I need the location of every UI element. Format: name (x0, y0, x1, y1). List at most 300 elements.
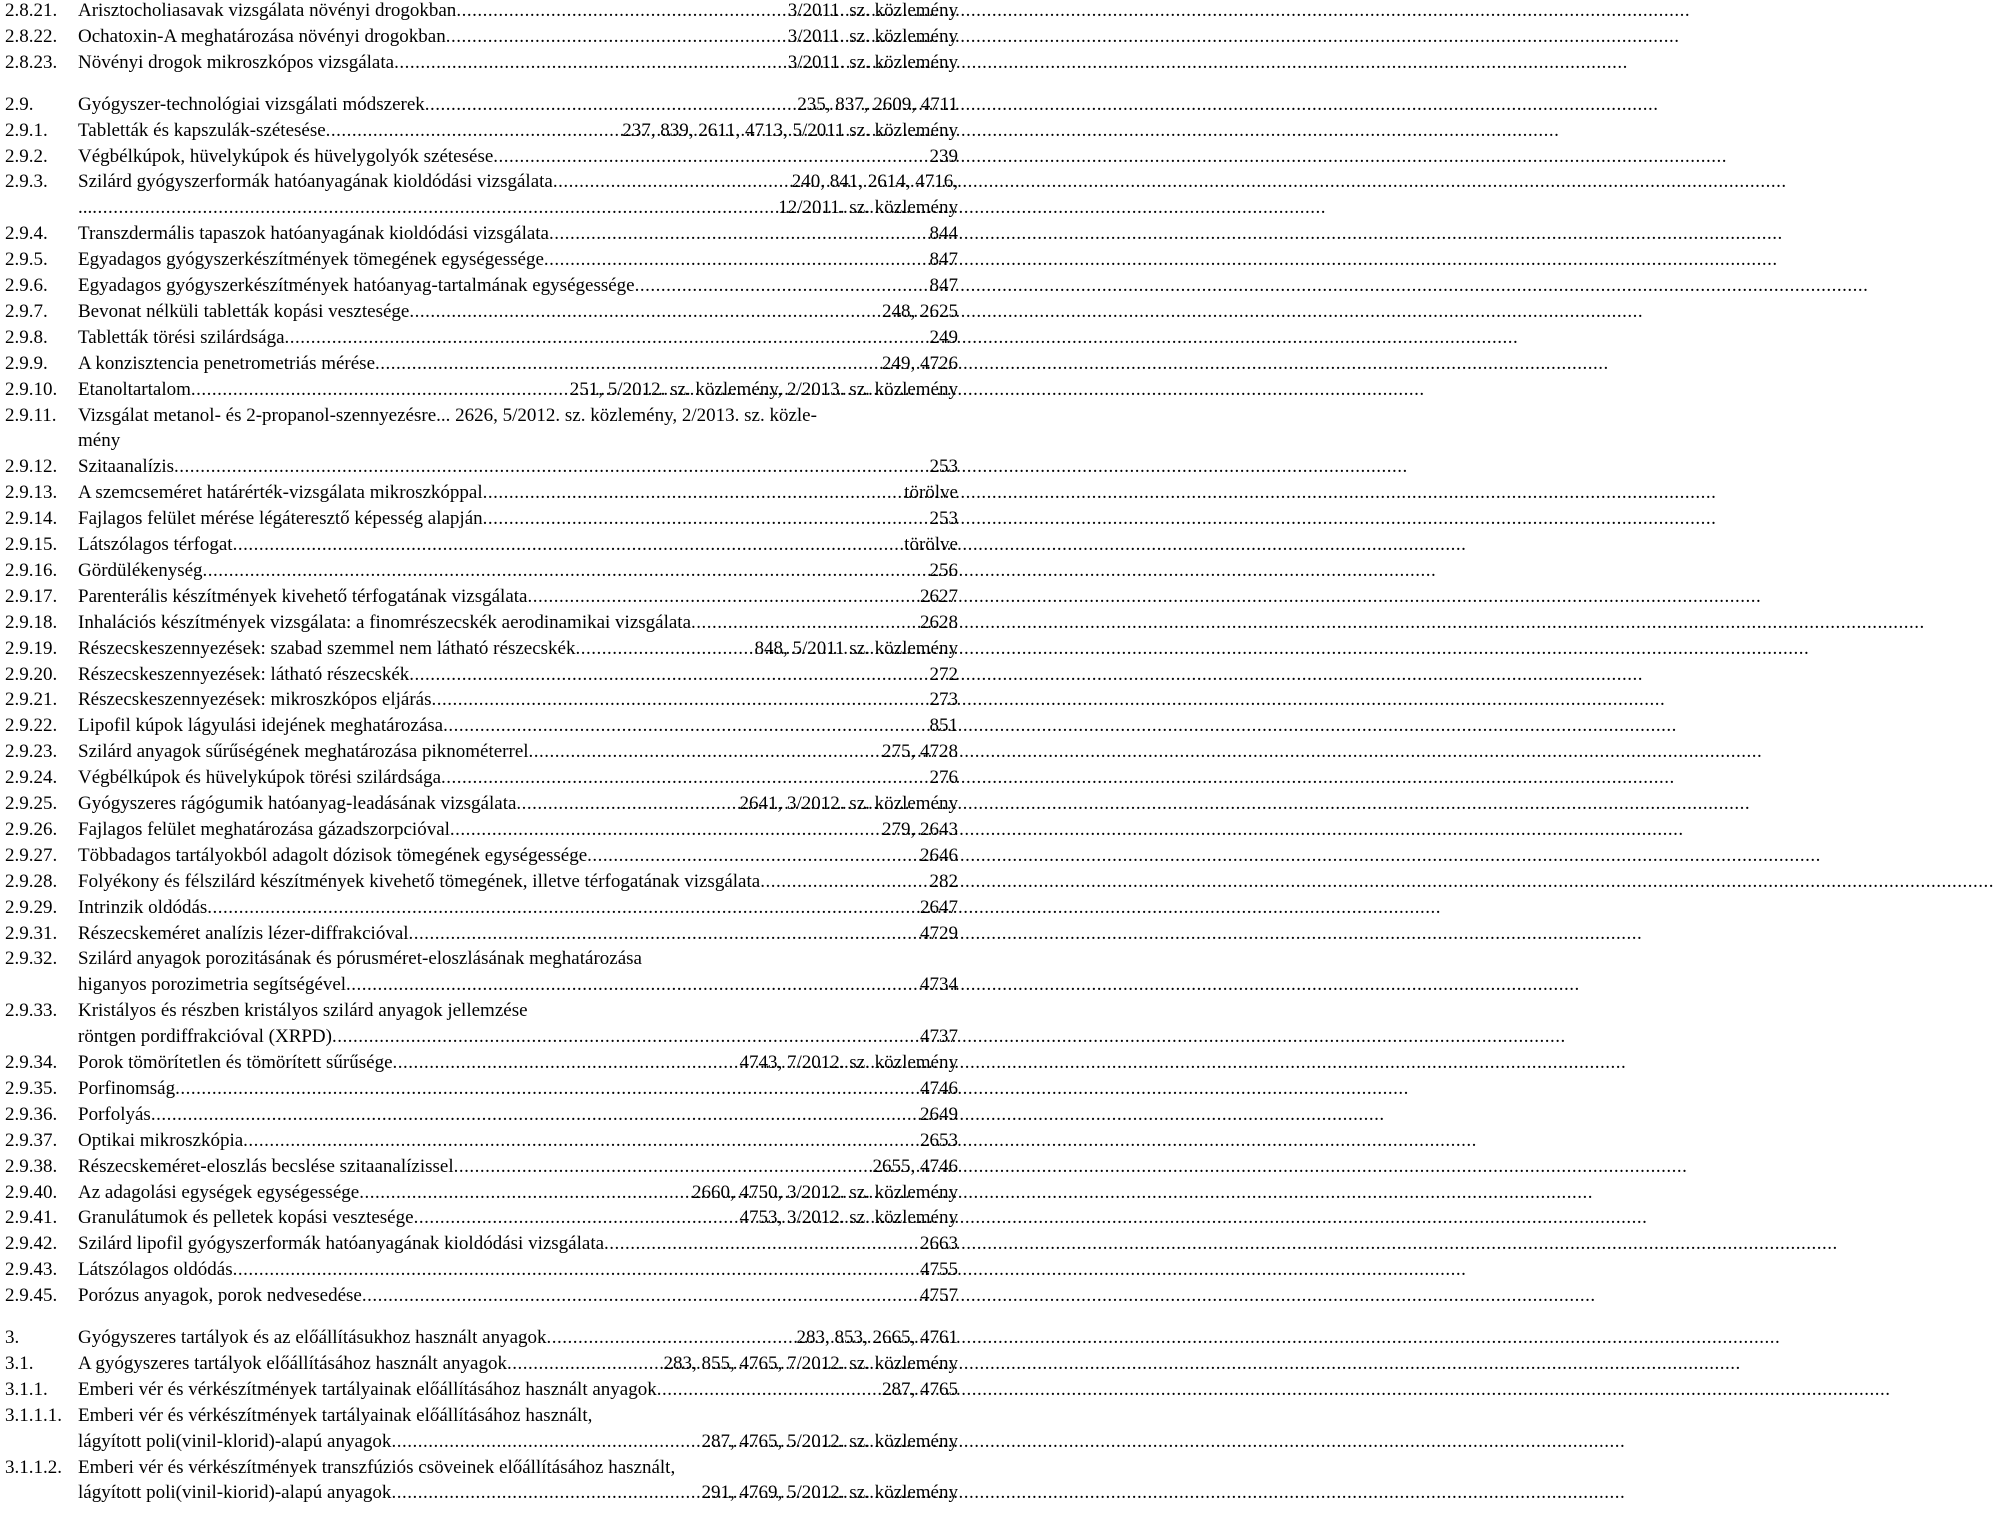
toc-entry (0, 662, 960, 688)
toc-entry (0, 325, 960, 351)
entry-line (78, 92, 958, 117)
entry-number: 2.9.33. (5, 1000, 58, 1022)
entry-number: 2.9.7. (5, 300, 48, 322)
toc-entry (0, 273, 960, 299)
entry-line (78, 1325, 958, 1350)
entry-line (78, 1076, 958, 1101)
toc-entry (0, 1325, 960, 1351)
toc-entry (0, 998, 960, 1050)
entry-line (78, 0, 958, 23)
entry-title: Emberi vér és vérkészítmények tartályainak előállításához használt, (78, 1404, 593, 1426)
page-reference: 273 (929, 689, 958, 711)
entry-number: 2.8.22. (5, 25, 58, 47)
dot-leader (425, 92, 797, 117)
entry-number: 3.1.1. (5, 1378, 48, 1400)
entry-title: Végbélkúpok, hüvelykúpok és hüvelygolyók szétesése (78, 145, 494, 167)
entry-line (78, 584, 958, 609)
entry-number: 2.9.21. (5, 689, 58, 711)
dot-leader (443, 713, 929, 738)
toc-entry (0, 869, 960, 895)
toc-entry (0, 687, 960, 713)
entry-line (78, 144, 958, 169)
toc-entry (0, 0, 960, 24)
entry-title: Parenterális készítmények kivehető térfogatának vizsgálata (78, 585, 528, 607)
entry-number: 2.9.8. (5, 326, 48, 348)
page-reference: 851 (929, 715, 958, 737)
dot-leader (409, 921, 920, 946)
page-reference: 287, 4765, 5/2012. sz. közlemény (701, 1430, 958, 1452)
dot-leader (516, 791, 739, 816)
entry-line (78, 1231, 958, 1256)
toc-entry (0, 247, 960, 273)
page-reference: 4743, 7/2012. sz. közlemény (739, 1052, 958, 1073)
dot-leader (362, 1283, 920, 1308)
page-reference: 12/2011. sz. közlemény (778, 197, 958, 219)
page-reference: 256 (929, 559, 958, 581)
dot-leader (409, 662, 929, 687)
entry-number: 3.1. (5, 1352, 34, 1374)
entry-number: 2.9.29. (5, 896, 58, 918)
page-reference: 2641, 3/2012. sz. közlemény (739, 793, 958, 814)
page-reference: 3/2011. sz. közlemény (787, 25, 958, 47)
page-reference: 253 (929, 456, 958, 478)
entry-title: Porfolyás (78, 1103, 151, 1125)
toc-entry (0, 221, 960, 247)
entry-line (78, 506, 958, 531)
entry-line (78, 1024, 958, 1049)
entry-title: Etanoltartalom (78, 378, 191, 400)
page-reference: 848, 5/2011 sz. közlemény (754, 637, 958, 659)
page-reference: 240, 841, 2614, 4716, (791, 171, 958, 193)
dot-leader (657, 1377, 882, 1402)
page-reference: 279, 2643 (882, 818, 958, 840)
entry-title: Lipofil kúpok lágyulási idejének meghatározása (78, 715, 444, 737)
entry-title: A konzisztencia penetrometriás mérése (78, 352, 376, 374)
toc-entry (0, 377, 960, 403)
entry-line (78, 299, 958, 324)
dot-leader (527, 584, 920, 609)
dot-leader (233, 1257, 920, 1282)
entry-number: 2.9.20. (5, 663, 58, 685)
dot-leader (174, 454, 929, 479)
entry-title: Részecskeszennyezések: szabad szemmel nem látható részecskék (78, 637, 576, 659)
entry-line (78, 817, 958, 842)
entry-number: 2.9.17. (5, 585, 58, 607)
dot-leader (431, 687, 929, 712)
toc-entry (0, 1257, 960, 1283)
page-reference: 235, 837, 2609, 4711 (797, 93, 958, 115)
entry-title: röntgen pordiffrakcióval (XRPD) (78, 1026, 332, 1048)
entry-number: 2.9.35. (5, 1077, 58, 1099)
page-reference: 291, 4769, 5/2012. sz. közlemény (701, 1482, 958, 1504)
entry-number: 2.9.10. (5, 378, 58, 400)
toc-entry (0, 403, 960, 455)
toc-entry (0, 739, 960, 765)
page-reference: 4737 (920, 1026, 958, 1048)
entry-number: 2.9.15. (5, 534, 58, 555)
entry-title: Gyógyszeres tartályok és az előállításukhoz használt anyagok (78, 1327, 547, 1348)
toc-entry (0, 1377, 960, 1403)
dot-leader (391, 1480, 701, 1505)
dot-leader (175, 1076, 920, 1101)
dot-leader (243, 1128, 920, 1153)
entry-number: 2.9.25. (5, 793, 58, 814)
entry-title: Tabletták és kapszulák-szétesése (78, 119, 326, 141)
toc-entry (0, 1283, 960, 1309)
toc-entry (0, 1455, 960, 1507)
page-reference: 253 (929, 508, 958, 530)
toc-entry (0, 1231, 960, 1257)
entry-title: ... (78, 197, 93, 219)
entry-number: 2.9.5. (5, 249, 48, 271)
entry-title: Folyékony és félszilárd készítmények kivehető tömegének, illetve térfogatának vizsgálata (78, 870, 761, 892)
entry-title: Ochatoxin-A meghatározása növényi drogokban (78, 25, 446, 47)
entry-number: 2.9.14. (5, 508, 58, 530)
dot-leader (529, 739, 882, 764)
entry-title: Granulátumok és pelletek kopási vesztesége (78, 1207, 414, 1229)
dot-leader (456, 0, 787, 23)
entry-line (78, 791, 958, 816)
dot-leader (393, 1050, 740, 1075)
entry-title: Kristályos és részben kristályos szilárd anyagok jellemzése (78, 1000, 528, 1022)
dot-leader (409, 299, 882, 324)
toc-entry (0, 50, 960, 76)
entry-line (78, 1154, 958, 1179)
page-reference: 4746 (920, 1077, 958, 1099)
entry-number: 2.9.18. (5, 611, 58, 633)
page-reference: 276 (929, 767, 958, 789)
page-reference: 3/2011. sz. közlemény (787, 51, 958, 73)
toc-entry (0, 610, 960, 636)
entry-title: Részecskeszennyezések: mikroszkópos eljárás (78, 689, 432, 711)
entry-number: 2.9.6. (5, 275, 48, 296)
entry-title: Vizsgálat metanol- és 2-propanol-szennyezésre... 2626, 5/2012. sz. közlemény, 2/2013. sz. közle- (78, 404, 817, 426)
dot-leader (549, 221, 930, 246)
entry-line (78, 118, 958, 143)
page-reference: 283, 853, 2665, 4761 (796, 1327, 958, 1348)
page-reference: 249, 4726 (882, 352, 958, 374)
toc-entry (0, 169, 960, 221)
toc-entry (0, 1205, 960, 1231)
entry-line (78, 765, 958, 790)
entry-line (78, 843, 958, 868)
page-reference: 282 (929, 870, 958, 892)
entry-title: Látszólagos térfogat (78, 534, 233, 555)
entry-number: 2.9.13. (5, 482, 58, 504)
entry-title: Arisztocholiasavak vizsgálata növényi drogokban (78, 0, 457, 21)
page-reference: 2653 (920, 1129, 958, 1151)
page-reference: 248, 2625 (882, 300, 958, 322)
entry-line (78, 377, 958, 402)
entry-number: 2.8.23. (5, 51, 58, 73)
entry-number: 2.8.21. (5, 0, 58, 21)
page-reference: 4734 (920, 974, 958, 996)
page-reference: 272 (929, 663, 958, 685)
page-reference: törölve (904, 482, 958, 504)
entry-title: Tabletták törési szilárdsága (78, 326, 285, 348)
toc-entry (0, 636, 960, 662)
entry-line (78, 454, 958, 479)
entry-title: Látszólagos oldódás (78, 1259, 233, 1281)
entry-line (78, 1377, 958, 1402)
entry-number: 2.9.37. (5, 1129, 58, 1151)
entry-line (78, 558, 958, 583)
entry-number: 2.9.19. (5, 637, 58, 659)
dot-leader (441, 765, 929, 790)
dot-leader (575, 636, 754, 661)
entry-line (78, 1102, 958, 1127)
entry-title: lágyított poli(vinil-kiorid)-alapú anyagok (78, 1482, 392, 1504)
entry-title: Részecskeszennyezések: látható részecskék (78, 663, 410, 685)
dot-leader (207, 895, 920, 920)
entry-number: 2.9.11. (5, 404, 57, 426)
dot-leader (359, 1180, 692, 1205)
dot-leader (604, 1231, 920, 1256)
entry-title: A szemcseméret határérték-vizsgálata mikroszkóppal (78, 482, 483, 504)
dot-leader (326, 118, 623, 143)
dot-leader (483, 506, 930, 531)
entry-line (78, 921, 958, 946)
page-reference: 2663 (920, 1233, 958, 1255)
entry-title: Egyadagos gyógyszerkészítmények tömegének egységessége (78, 249, 544, 271)
entry-number: 2.9.22. (5, 715, 58, 737)
toc-entry (0, 144, 960, 170)
entry-line (78, 610, 958, 635)
toc-entry (0, 24, 960, 50)
toc-entry (0, 532, 960, 558)
entry-title: Szilárd gyógyszerformák hatóanyagának kioldódási vizsgálata (78, 171, 553, 193)
entry-number: 3.1.1.2. (5, 1456, 62, 1478)
entry-number: 2.9.2. (5, 145, 48, 167)
dot-leader (346, 972, 920, 997)
entry-number: 2.9.12. (5, 456, 58, 478)
toc-entry (0, 713, 960, 739)
entry-title: Többadagos tartályokból adagolt dózisok tömegének egységessége (78, 844, 588, 866)
page-reference: 2660, 4750, 3/2012. sz. közlemény (692, 1181, 958, 1203)
entry-title: Porok tömörítetlen és tömörített sűrűsége (78, 1052, 393, 1073)
page-reference: 847 (929, 249, 958, 271)
entry-title: Porfinomság (78, 1077, 176, 1099)
toc-entry (0, 92, 960, 118)
toc-entry (0, 299, 960, 325)
page-reference: 275, 4728 (882, 741, 958, 763)
entry-line (78, 1257, 958, 1282)
entry-number: 2.9.16. (5, 559, 58, 581)
entry-title: Szilárd anyagok sűrűségének meghatározása piknométerrel (78, 741, 529, 763)
entry-number: 2.9.34. (5, 1052, 58, 1073)
dot-leader (151, 1102, 920, 1127)
entry-number: 2.9.43. (5, 1259, 58, 1281)
entry-line (78, 532, 958, 557)
entry-title: Részecskeméret analízis lézer-diffrakcióval (78, 922, 409, 944)
entry-title: Emberi vér és vérkészítmények tartályainak előállításához használt anyagok (78, 1378, 657, 1400)
toc-entry (0, 558, 960, 584)
entry-title: Gyógyszer-technológiai vizsgálati módszerek (78, 93, 425, 115)
toc-entry (0, 1154, 960, 1180)
entry-title: Bevonat nélküli tabletták kopási vesztesége (78, 300, 410, 322)
entry-number: 2.9.9. (5, 352, 48, 374)
toc-entry (0, 351, 960, 377)
entry-line (78, 1351, 958, 1376)
dot-leader (92, 195, 778, 220)
dot-leader (446, 24, 788, 49)
entry-title: Fajlagos felület meghatározása gázadszorpcióval (78, 818, 450, 840)
toc-entry (0, 817, 960, 843)
entry-line (78, 739, 958, 764)
entry-title: Intrinzik oldódás (78, 896, 208, 918)
toc-entry (0, 1076, 960, 1102)
entry-line (78, 195, 958, 220)
dot-leader (285, 325, 930, 350)
entry-number: 2.9.4. (5, 223, 48, 245)
toc-entry (0, 118, 960, 144)
dot-leader (760, 869, 929, 894)
entry-title: Az adagolási egységek egységessége (78, 1181, 360, 1203)
entry-number: 3.1.1.1. (5, 1404, 62, 1426)
entry-line (78, 687, 958, 712)
entry-line (78, 662, 958, 687)
entry-title: Inhalációs készítmények vizsgálata: a finomrészecskék aerodinamikai vizsgálata (78, 611, 692, 633)
dot-leader (691, 610, 920, 635)
page-reference: 3/2011. sz. közlemény (787, 0, 958, 21)
page-reference: 237, 839, 2611, 4713, 5/2011 sz. közlemény (622, 119, 958, 141)
entry-number: 2.9.1. (5, 119, 48, 141)
dot-leader (454, 1154, 873, 1179)
dot-leader (544, 247, 930, 272)
toc-entry (0, 765, 960, 791)
entry-line (78, 169, 958, 194)
entry-number: 2.9.38. (5, 1155, 58, 1177)
entry-line (78, 24, 958, 49)
toc-entry (0, 1128, 960, 1154)
page-reference: 239 (929, 145, 958, 167)
page-reference: törölve (904, 534, 958, 555)
entry-line (78, 713, 958, 738)
page-reference: 2647 (920, 896, 958, 918)
entry-title: mény (78, 430, 121, 452)
entry-line (78, 351, 958, 376)
entry-title: Részecskeméret-eloszlás becslése szitaanalízissel (78, 1155, 454, 1177)
dot-leader (332, 1024, 920, 1049)
entry-number: 2.9.31. (5, 922, 58, 944)
entry-number: 3. (5, 1327, 20, 1348)
dot-leader (507, 1351, 664, 1376)
page-reference: 4753, 3/2012. sz. közlemény (739, 1207, 958, 1229)
entry-line (78, 50, 958, 75)
entry-number: 2.9. (5, 93, 34, 115)
entry-line (78, 247, 958, 272)
entry-number: 2.9.3. (5, 171, 48, 193)
entry-number: 2.9.42. (5, 1233, 58, 1255)
entry-line (78, 221, 958, 246)
toc-entry (0, 895, 960, 921)
page-reference: 287, 4765 (882, 1378, 958, 1400)
entry-line (78, 636, 958, 661)
dot-leader (493, 144, 929, 169)
page-reference: 2649 (920, 1103, 958, 1125)
entry-title: Növényi drogok mikroszkópos vizsgálata (78, 51, 395, 73)
entry-line (78, 1128, 958, 1153)
entry-title: Szilárd anyagok porozitásának és pórusméret-eloszlásának meghatározása (78, 948, 642, 970)
page-reference: 4755 (920, 1259, 958, 1281)
page-reference: 4757 (920, 1285, 958, 1307)
toc-entry (0, 1050, 960, 1076)
dot-leader (191, 377, 570, 402)
entry-line (78, 1283, 958, 1308)
page-reference: 283, 855, 4765, 7/2012. sz. közlemény (663, 1352, 958, 1374)
entry-number: 2.9.32. (5, 948, 58, 970)
toc-entry (0, 584, 960, 610)
entry-title: Porózus anyagok, porok nedvesedése (78, 1285, 362, 1307)
entry-title: A gyógyszeres tartályok előállításához használt anyagok (78, 1352, 507, 1374)
entry-line (78, 1180, 958, 1205)
table-of-contents (0, 0, 960, 1533)
dot-leader (553, 169, 792, 194)
entry-title: Szilárd lipofil gyógyszerformák hatóanyagának kioldódási vizsgálata (78, 1233, 605, 1255)
dot-leader (203, 558, 930, 583)
toc-entry (0, 506, 960, 532)
dot-leader (587, 843, 920, 868)
dot-leader (233, 532, 905, 557)
entry-line (78, 325, 958, 350)
entry-line (78, 972, 958, 997)
entry-line (78, 869, 958, 894)
toc-entry (0, 921, 960, 947)
entry-title: higanyos porozimetria segítségével (78, 974, 347, 996)
dot-leader (635, 273, 930, 298)
entry-title: Gyógyszeres rágógumik hatóanyag-leadásának vizsgálata (78, 793, 517, 814)
entry-line (78, 1429, 958, 1454)
dot-leader (391, 1429, 701, 1454)
entry-line (78, 1480, 958, 1505)
toc-entry (0, 946, 960, 998)
entry-title: Gördülékenység (78, 559, 203, 581)
entry-number: 2.9.41. (5, 1207, 58, 1229)
entry-title: Végbélkúpok és hüvelykúpok törési szilárdsága (78, 767, 442, 789)
toc-entry (0, 843, 960, 869)
entry-title: Szitaanalízis (78, 456, 175, 478)
dot-leader (450, 817, 882, 842)
page-reference: 2655, 4746 (872, 1155, 958, 1177)
entry-number: 2.9.24. (5, 767, 58, 789)
entry-title: Fajlagos felület mérése légáteresztő képesség alapján (78, 508, 483, 530)
entry-number: 2.9.23. (5, 741, 58, 763)
dot-leader (375, 351, 882, 376)
entry-number: 2.9.40. (5, 1181, 58, 1203)
page-reference: 251, 5/2012. sz. közlemény, 2/2013. sz. közlemény (569, 378, 958, 400)
toc-entry (0, 1403, 960, 1455)
page-reference: 2628 (920, 611, 958, 633)
entry-line (78, 273, 958, 298)
entry-line (78, 895, 958, 920)
page-reference: 844 (929, 223, 958, 245)
entry-number: 2.9.36. (5, 1103, 58, 1125)
entry-line (78, 1050, 958, 1075)
entry-number: 2.9.27. (5, 844, 58, 866)
entry-line (78, 1205, 958, 1230)
entry-number: 2.9.45. (5, 1285, 58, 1307)
dot-leader (394, 50, 788, 75)
page-reference: 4729 (920, 922, 958, 944)
dot-leader (414, 1205, 740, 1230)
page-reference: 2627 (920, 585, 958, 607)
entry-title: Optikai mikroszkópia (78, 1129, 244, 1151)
dot-leader (547, 1325, 797, 1350)
entry-title: Emberi vér és vérkészítmények transzfúziós csöveinek előállításához használt, (78, 1456, 676, 1478)
toc-entry (0, 1102, 960, 1128)
toc-entry (0, 454, 960, 480)
entry-number: 2.9.26. (5, 818, 58, 840)
